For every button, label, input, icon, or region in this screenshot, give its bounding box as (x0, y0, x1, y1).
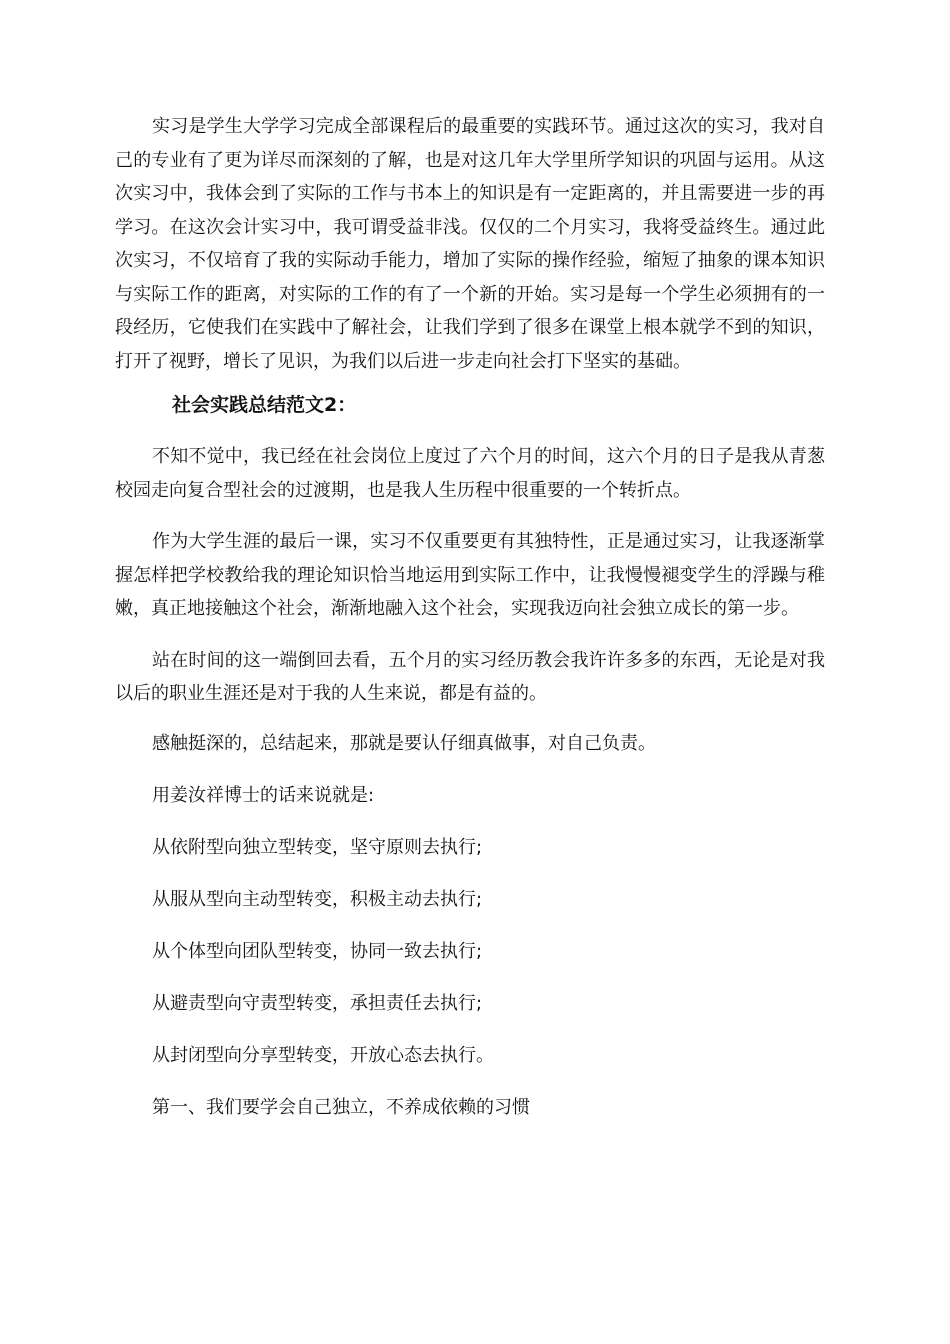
document-body (115, 110, 825, 1145)
line-first-point: 第一、我们要学会自己独立，不养成依赖的习惯 (152, 1096, 530, 1118)
paragraph-internship-summary: 实习是学生大学学习完成全部课程后的最重要的实践环节。通过这次的实习，我对自己的专业有了更为详尽而深刻的了解，也是对这几年大学里所学知识的巩固与运用。从这次实习中，我体会到了实际的工作与书本上的知识是有一定距离的，并且需要进一步的再学习。在这次会计实习中，我可谓受益非浅。仅仅的二个月实习，我将受益终生。通过此次实习，不仅培育了我的实际动手能力，增加了实际的操作经验，缩短了抽象的课本知识与实际工作的距离，对实际的工作的有了一个新的开始。实习是每一个学生必须拥有的一段经历，它使我们在实践中了解社会，让我们学到了很多在课堂上根本就学不到的知识，打开了视野，增长了见识，为我们以后进一步走向社会打下坚实的基础。 (115, 116, 825, 372)
section-heading: 社会实践总结范文2： (172, 394, 357, 416)
paragraph-six-months: 不知不觉中，我已经在社会岗位上度过了六个月的时间，这六个月的日子是我从青葱校园走向复合型社会的过渡期，也是我人生历程中很重要的一个转折点。 (115, 446, 825, 501)
line-reflection: 感触挺深的，总结起来，那就是要认仔细真做事，对自己负责。 (152, 732, 656, 754)
line-principle-3: 从个体型向团队型转变，协同一致去执行; (152, 940, 483, 962)
paragraph-looking-back: 站在时间的这一端倒回去看，五个月的实习经历教会我许许多多的东西，无论是对我以后的职业生涯还是对于我的人生来说，都是有益的。 (115, 649, 825, 704)
line-principle-2: 从服从型向主动型转变，积极主动去执行; (152, 888, 483, 910)
line-principle-4: 从避责型向守责型转变，承担责任去执行; (152, 992, 483, 1014)
line-quote-intro: 用姜汝祥博士的话来说就是: (152, 784, 375, 806)
paragraph-last-lesson: 作为大学生涯的最后一课，实习不仅重要更有其独特性，正是通过实习，让我逐渐掌握怎样把学校教给我的理论知识恰当地运用到实际工作中，让我慢慢褪变学生的浮躁与稚嫩，真正地接触这个社会，渐渐地融入这个社会，实现我迈向社会独立成长的第一步。 (115, 531, 825, 619)
line-principle-5: 从封闭型向分享型转变，开放心态去执行。 (152, 1044, 494, 1066)
line-principle-1: 从依附型向独立型转变，坚守原则去执行; (152, 836, 483, 858)
